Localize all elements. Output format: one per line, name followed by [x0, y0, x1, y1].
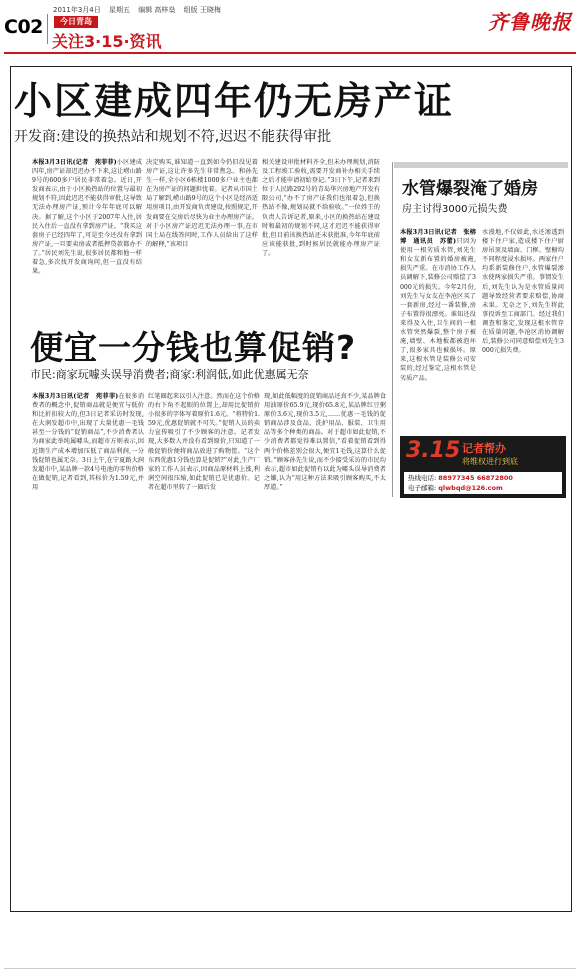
header-divider [47, 14, 48, 44]
sidebar-text-1: 只因为使用一根劣质水管,刘先生和女友新布置的婚房被淹,损失严重。在市消协工作人员调解下,装修公司赔偿了3000元的损失。今年2月份,刘先生与女友在李沧区买了一套新房,经过一番装修,房子布置得很漂亮。谁知还没来得及入住,卫生间的一根水管突然爆裂,整个房子被淹,墙壁、木地板都被泡坏了,很多家具也被损坏。原来,这根水管是装修公司安装的,经过鉴定,这根水管是劣质产品。 [400, 238, 476, 382]
article2-lead: 本报3月3日讯(记者 苑菲菲) [32, 393, 119, 400]
email-address: qlwbqd@126.com [438, 484, 503, 492]
ad-slogan: 记者帮办 [462, 442, 506, 455]
sidebar-headline: 水管爆裂淹了婚房 [402, 179, 538, 199]
article1-text-2: 决定购买,谁知道一直到如今仍旧没见着房产证,这让许多先生非常焦急。和孙先生一样,全小区6栋楼1000多户业主也都在为房产证的问题担忧着。记者从市国土局了解到,崂山路9号的这个小区是经济适用房项目,由开发商负责建设,按照规定,开发商要在交房后尽快为业主办理房产证。对于小区房产证迟迟无法办理一事,在市国土局在线答问时,工作人员给出了这样的解释,“该项目 [146, 159, 258, 248]
bottom-rule [4, 968, 576, 969]
designer-credit: 组版 王晓梅 [183, 6, 221, 14]
ad-315-logo: 3.15 [406, 438, 461, 463]
article1-text-3: 相关建设审批材料齐全,但未办理规划,消防及工程竣工验收,需要开发商补办相关手续之后才能申请初始登记。”3日下午,记者来到位于人民路292号的青岛华兴房地产开发有限公司,“办不了房产证我们也很着急,但换热站不像,规划局就不给验收。”一位姓王的负责人告诉记者,原来,小区的换热站在建设时和最初的规划不同,这才迟迟不能获得审批,但目前该换热站还未获批准,今年年底前应该能获批,到时候居民就能办理房产证了。 [262, 159, 380, 257]
article2-column-2 [148, 392, 260, 504]
ad-contact-panel [404, 472, 562, 494]
article1-column-2 [146, 158, 258, 308]
sidebar-head-bar [394, 162, 568, 168]
issue-date: 2011年3月4日 [53, 6, 101, 14]
article2-text-3: 现,如此低幅度的促销商品还真不少,某品牌食用油原价65.9元,现价65.8元,某品牌红豆粥原价3.6元,现价3.5元,……优惠一毛钱的促销商品涉及食品、洗护用品、服装、卫生用品等多个种类的商品。对于超市如此促销,不少消费者都觉得难以置信,“看着促销看到得两个价格差别会很大,便宜1毛钱,这算什么促销。”顾客孙先生说,而不少接受采访的市民均表示,超市如此促销有以此为噱头误导消费者之嫌,认为“用这种方法来吸引顾客购买,不太厚道。” [264, 393, 386, 491]
header-rule [4, 52, 576, 54]
editor-credit: 编辑 高梓燊 [138, 6, 176, 14]
email-label: 电子邮箱: [408, 484, 437, 492]
article2-text-1: 在很多消费者的概念中,促销商品就是便宜与低价和比折扣较大的,但3日记者采访时发现,在大润发超市中,出现了大量优惠一毛钱甚至一分钱的“促销商品”,不少消费者认为商家此举纯属噱头,而超市方则表示,因近期生产成本增加压低了商品利润,一分钱促销也属无奈。3日上午,在宁夏路大润发超市中,某品牌一款4号电池的零售价格在做促销,记者看到,其标价为1.59元,并用 [32, 393, 144, 491]
hotline-number: 88977345 66872800 [438, 474, 513, 482]
article2-text-2: 红笔圈起来以引人注意。然而在这个价格的右下角不起眼的位置上,却用比促销价小很多的字体写着原价1.6元。“将特价1.59元,优惠促销就不可失。”促销人员的卖力宣传吸引了不少顾客的注意。记者发现,大多数人并没有看到原价,只知道了一般促销价便将商品放进了购物筐。“这个东西优惠1分钱也算是促销?”对此,生产厂家的工作人员表示,因商品原材料上涨,利润空间很压缩,如此促销已是优惠价。记者在超市里转了一圈后发 [148, 393, 260, 491]
sidebar-text-2: 水漫地,不仅如此,水还渗透到楼下住户家,造成楼下住户厨房吊顶及墙面、门框、壁橱均不同程度浸水损坏。两家住户均系新装修住户,水管爆裂渗水使两家损失严重。事情发生后,刘先生认为是水管质量问题导致经营者要求赔偿,协商未果。无奈之下,刘先生将此事投诉至工商部门。经过我们调查和鉴定,发现这根水管存在质量问题,李沧区消协调解后,装修公司同意赔偿刘先生3000元损失费。 [482, 229, 564, 355]
article1-headline: 小区建成四年仍无房产证 [14, 79, 455, 123]
hotline-label: 热线电话: [408, 474, 437, 482]
issue-weekday: 星期五 [108, 6, 130, 14]
article1-column-3 [262, 158, 380, 308]
sidebar-column-1 [400, 228, 476, 430]
article2-subheadline: 市民:商家玩噱头误导消费者;商家:利润低,如此优惠属无奈 [30, 368, 309, 381]
dateline [53, 5, 227, 15]
section-title: 关注3·15·资讯 [52, 32, 162, 51]
article1-lead: 本报3月3日讯(记者 苑菲菲) [32, 159, 117, 166]
article1-column-1 [32, 158, 142, 308]
column-tag: 今日青岛 [54, 16, 98, 28]
article1-text-1: 小区建成四年,房产证却迟迟办不下来,这让崂山路9号的600多户居民非常着急。近日,开发商表示,由于小区换热站的位置与最初规划不符,因此迟迟不能获得审批,这导致无法办理房产证,预计今年年底可以解决。据了解,这个小区于2007年入住,居民入住后一直没有拿到房产证。“我买这套房子已经四年了,可是至今还没有拿到房产证,一旦要卖房或者抵押贷款都办不了。”居民刘先生说,很多居民都和他一样着急,多次找开发商询问,但一直没有结果。 [32, 159, 142, 276]
article2-column-3 [264, 392, 386, 504]
consumer-rights-ad [400, 436, 566, 498]
article1-subheadline: 开发商:建设的换热站和规划不符,迟迟不能获得审批 [14, 129, 332, 145]
article2-column-1 [32, 392, 144, 504]
sidebar-lead: 本报3月3日讯(记者 张榕博 通讯员 苏蕾) [400, 229, 476, 246]
ad-subslogan: 将维权进行到底 [462, 457, 518, 466]
sidebar-column-2 [482, 228, 564, 430]
sidebar-subheadline: 房主讨得3000元损失费 [402, 204, 508, 215]
page-number: C02 [4, 10, 46, 44]
article2-headline: 便宜一分钱也算促销? [30, 328, 357, 367]
newspaper-masthead: 齐鲁晚报 [488, 10, 572, 34]
